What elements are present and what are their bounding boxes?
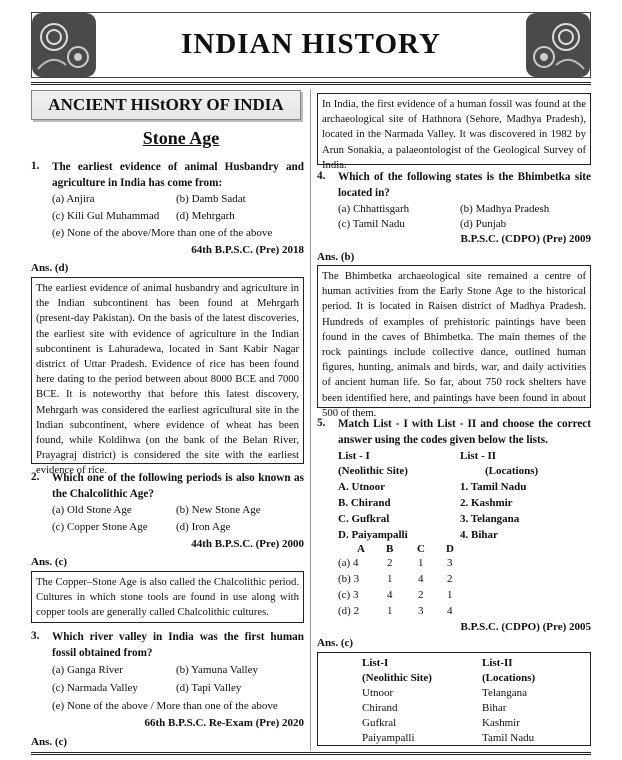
explanation-box: The earliest evidence of animal husbandry and agriculture in the Indian subcontinent has been found at Mehrgarh (present-day Pakistan). On the basis of the latest discoveries, the earliest site with evidence of agriculture in the Indian subcontinent is Lahuradewa, located in Sant Kabir Nagar district of Uttar Pradesh. Evidence of rice has been found here dating to the period between about 8000 BCE and 7000 BCE. It is noteworthy that before this latest discovery, Mehrgarh was considered the earliest agricultural site in the Indian subcontinent, where evidence of wheat has been found, while Koldihwa (on the bank of the Belan River, Prayagraj district) is considered the site with the earliest evidence of rice. [31, 277, 304, 464]
exam-source: B.P.S.C. (CDPO) (Pre) 2009 [460, 233, 591, 245]
answer-table-subheader: (Locations) [482, 672, 536, 684]
code-head: A [357, 543, 365, 555]
code-value: 1 [447, 589, 453, 601]
option-c: (c) Narmada Valley [52, 682, 138, 694]
answer-table-subheader: (Neolithic Site) [362, 672, 432, 684]
option-b: (b) Damb Sadat [176, 193, 246, 205]
code-head: D [446, 543, 454, 555]
answer-label: Ans. (c) [31, 556, 68, 568]
answer-table-cell: Telangana [482, 687, 528, 699]
code-option: (a) 4 [338, 557, 359, 569]
code-option: (c) 3 [338, 589, 359, 601]
question-text: Match List - I with List - II and choose the correct answer using the codes given below the lists. [338, 418, 591, 446]
option-b: (b) New Stone Age [176, 504, 261, 516]
question-text: Which one of the following periods is also known as the Chalcolithic Age? [52, 472, 304, 500]
list2-title: List - II [460, 450, 497, 462]
code-value: 4 [387, 589, 393, 601]
list1-item: A. Utnoor [338, 481, 386, 493]
code-head: C [417, 543, 425, 555]
option-a: (a) Chhattisgarh [338, 203, 410, 215]
option-d: (d) Punjab [460, 218, 507, 230]
question-text: Which river valley in India was the first human fossil obtained from? [52, 631, 304, 659]
page-title: INDIAN HISTORY [181, 28, 441, 60]
subsection-title: Stone Age [142, 128, 220, 148]
list2-item: 1. Tamil Nadu [460, 481, 527, 493]
exam-source: 64th B.P.S.C. (Pre) 2018 [191, 244, 304, 256]
list1-subtitle: (Neolithic Site) [338, 465, 408, 477]
option-a: (a) Anjira [52, 193, 95, 205]
section-title: ANCIENT HIStORY OF INDIA [48, 95, 284, 114]
code-option: (d) 2 [338, 605, 360, 617]
answer-label: Ans. (c) [31, 736, 68, 748]
answer-label: Ans. (c) [317, 637, 354, 649]
answer-table-cell: Gufkral [362, 717, 397, 729]
answer-table-box [317, 652, 591, 746]
option-e: (e) None of the above/More than one of the above [52, 227, 273, 239]
code-value: 2 [387, 557, 393, 569]
list2-item: 2. Kashmir [460, 497, 513, 509]
exam-source: 44th B.P.S.C. (Pre) 2000 [191, 538, 304, 550]
answer-table-header: List-II [482, 657, 513, 669]
list2-item: 3. Telangana [460, 513, 520, 525]
code-head: B [386, 543, 394, 555]
code-value: 1 [387, 573, 393, 585]
list1-item: D. Paiyampalli [338, 529, 408, 541]
question-number: 5. [317, 417, 326, 429]
exam-source: B.P.S.C. (CDPO) (Pre) 2005 [460, 621, 591, 633]
list2-item: 4. Bihar [460, 529, 498, 541]
answer-table-header: List-I [362, 657, 389, 669]
answer-table-cell: Kashmir [482, 717, 520, 729]
answer-label: Ans. (d) [31, 262, 69, 274]
explanation-box: The Bhimbetka archaeological site remained a centre of human activities from the Early Stone Age to the historical period. It is located in Raisen district of Madhya Pradesh. Hundreds of examples of prehistoric paintings have been found in the caves of Bhimbetka. The main themes of the rock paintings include collective dance, outlined human figures, hunting, animals and birds, war, and daily activities of ancient human life. So far, about 750 rock shelters have been identified here, and paintings have been found in about 500 of them. [317, 265, 591, 408]
option-c: (c) Kili Gul Muhammad [52, 210, 160, 222]
question-number: 2. [31, 471, 40, 483]
option-e: (e) None of the above / More than one of the above [52, 700, 278, 712]
footer-rule [31, 752, 591, 755]
code-value: 2 [447, 573, 453, 585]
exam-source: 66th B.P.S.C. Re-Exam (Pre) 2020 [144, 717, 304, 729]
code-value: 3 [447, 557, 453, 569]
list1-item: B. Chirand [338, 497, 391, 509]
question-number: 1. [31, 160, 40, 172]
answer-table-cell: Tamil Nadu [482, 732, 535, 744]
option-b: (b) Madhya Pradesh [460, 203, 550, 215]
explanation-box: In India, the first evidence of a human fossil was found at the archaeological site of Hathnora (Sehore, Madhya Pradesh), located in the Narmada Valley. It was discovered in 1982 by Arun Sonakia, a palaeontologist of the Geological Survey of India. [317, 93, 591, 165]
code-value: 4 [418, 573, 424, 585]
code-value: 3 [418, 605, 424, 617]
option-d: (d) Tapi Valley [176, 682, 242, 694]
column-divider [310, 90, 311, 750]
section-header [31, 90, 301, 120]
code-value: 1 [387, 605, 393, 617]
option-d: (d) Mehrgarh [176, 210, 235, 222]
option-b: (b) Yamuna Valley [176, 664, 258, 676]
list1-title: List - I [338, 450, 370, 462]
question-text: Which of the following states is the Bhimbetka site located in? [338, 171, 591, 199]
answer-table-cell: Chirand [362, 702, 398, 714]
question-number: 4. [317, 170, 326, 182]
option-a: (a) Old Stone Age [52, 504, 132, 516]
code-value: 2 [418, 589, 424, 601]
code-value: 1 [418, 557, 424, 569]
list1-item: C. Gufkral [338, 513, 390, 525]
question-number: 3. [31, 630, 40, 642]
explanation-box: The Copper–Stone Age is also called the Chalcolithic period. Cultures in which stone tools are found in use along with copper tools are generally called Chalcolithic cultures. [31, 571, 304, 623]
option-a: (a) Ganga River [52, 664, 123, 676]
question-text: The earliest evidence of animal Husbandry and agriculture in India has come from: [52, 161, 304, 189]
option-d: (d) Iron Age [176, 521, 231, 533]
header-rule [31, 82, 591, 85]
answer-label: Ans. (b) [317, 251, 355, 263]
option-c: (c) Tamil Nadu [338, 218, 405, 230]
answer-table-cell: Bihar [482, 702, 507, 714]
code-value: 4 [447, 605, 453, 617]
answer-table-cell: Paiyampalli [362, 732, 415, 744]
answer-table-cell: Utnoor [362, 687, 394, 699]
list2-subtitle: (Locations) [485, 465, 539, 477]
code-option: (b) 3 [338, 573, 360, 585]
option-c: (c) Copper Stone Age [52, 521, 148, 533]
